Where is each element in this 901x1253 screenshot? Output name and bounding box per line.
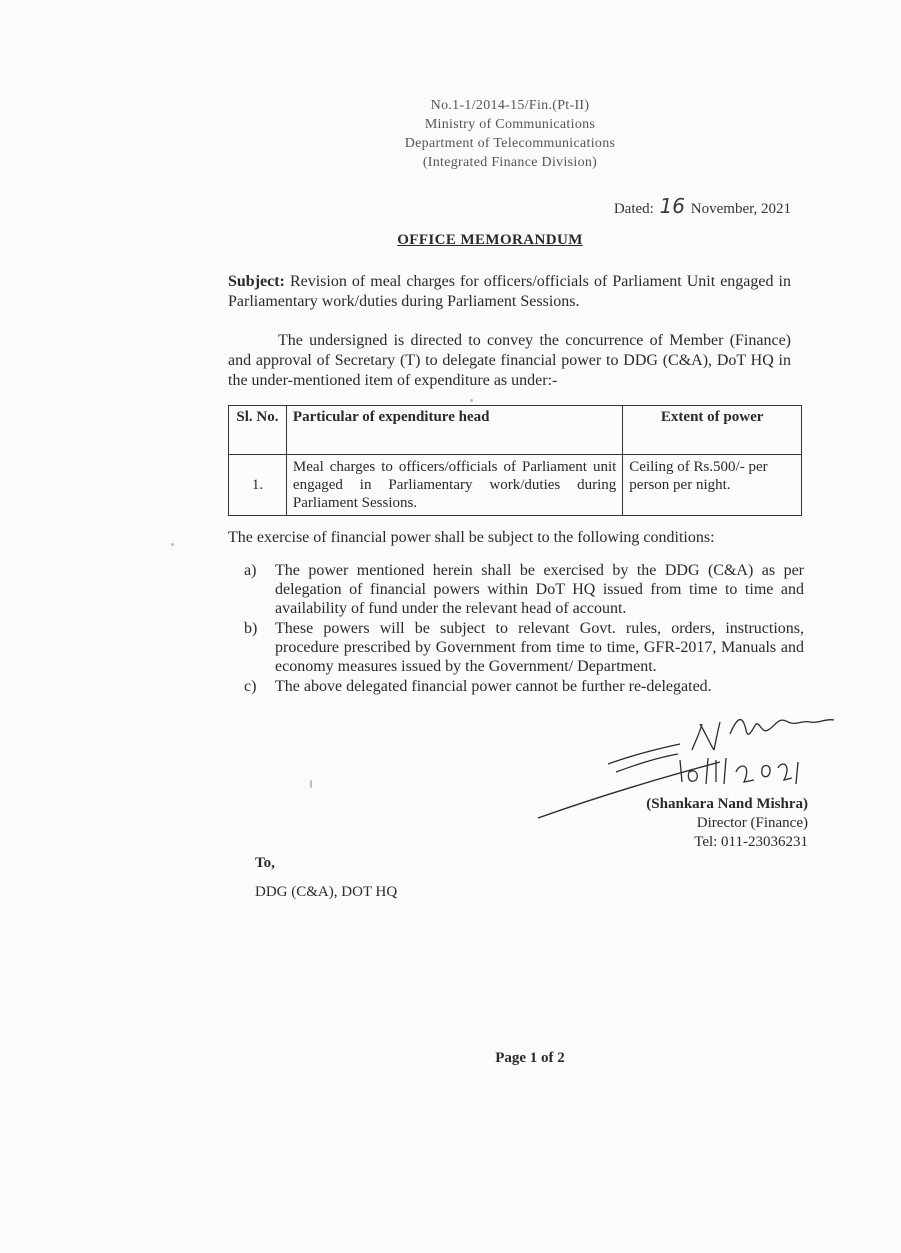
ministry-name: Ministry of Communications	[424, 117, 596, 132]
signature-date-stroke	[680, 758, 798, 784]
subject-label: Subject:	[228, 273, 285, 290]
signatory-block	[560, 795, 808, 852]
condition-text: The power mentioned herein shall be exercised by the DDG (C&A) as per delegation of financial powers within DoT HQ issued from time to time and availability of fund under the relevant head of account.	[275, 562, 804, 617]
condition-label: b)	[244, 620, 258, 637]
conditions-intro: The exercise of financial power shall be subject to the following conditions:	[228, 529, 715, 546]
division-name: (Integrated Finance Division)	[422, 155, 598, 170]
date-rest: November, 2021	[690, 201, 791, 217]
signatory-designation: Director (Finance)	[696, 815, 808, 831]
scan-speck	[171, 543, 174, 546]
signature-stroke	[730, 720, 834, 735]
table-header-cell: Particular of expenditure head	[286, 406, 622, 455]
condition-text: The above delegated financial power cannot be further re-delegated.	[275, 678, 712, 695]
page-number: Page 1 of 2	[495, 1050, 565, 1066]
letterhead	[330, 96, 690, 172]
table-cell-particular: Meal charges to officers/officials of Parliament unit engaged in Parliamentary work/duties during Parliament Sessions.	[286, 455, 622, 516]
signatory-phone: Tel: 011-23036231	[694, 834, 808, 850]
date-line	[560, 194, 791, 218]
signature-stroke	[608, 744, 680, 772]
condition-text: These powers will be subject to relevant Govt. rules, orders, instructions, procedure prescribed by Government from time to time, GFR-2017, Manuals and economy measures issued by the Government/ Department.	[275, 620, 804, 675]
body-paragraph-text: The undersigned is directed to convey the concurrence of Member (Finance) and approval of Secretary (T) to delegate financial power to DDG (C&A), DoT HQ in the under-mentioned item of expenditure as under:-	[228, 332, 791, 389]
subject-text: Revision of meal charges for officers/officials of Parliament Unit engaged in Parliamentary work/duties during Parliament Sessions.	[228, 273, 792, 310]
signatory-name: (Shankara Nand Mishra)	[646, 796, 808, 812]
memo-title: OFFICE MEMORANDUM	[397, 232, 583, 248]
condition-label: a)	[244, 562, 257, 579]
date-day-handwritten: 16	[659, 194, 686, 218]
table-cell-sl-no: 1.	[229, 455, 287, 516]
subject-line	[228, 272, 791, 312]
list-item	[244, 677, 804, 696]
condition-label: c)	[244, 678, 257, 695]
scan-speck	[310, 780, 312, 788]
list-item	[244, 561, 804, 618]
to-label: To,	[255, 855, 275, 871]
table-row	[229, 455, 802, 516]
table-cell-extent: Ceiling of Rs.500/- per person per night.	[623, 455, 802, 516]
table-header-row	[229, 406, 802, 455]
conditions-list	[244, 561, 804, 697]
scan-speck	[470, 399, 473, 402]
date-label: Dated:	[613, 201, 654, 217]
file-number: No.1-1/2014-15/Fin.(Pt-II)	[430, 98, 590, 113]
recipient: DDG (C&A), DOT HQ	[255, 884, 398, 900]
body-paragraph	[228, 331, 791, 391]
signature-stroke	[692, 722, 720, 750]
table-header-cell: Sl. No.	[229, 406, 287, 455]
expenditure-table	[228, 405, 802, 516]
department-name: Department of Telecommunications	[404, 136, 616, 151]
list-item	[244, 619, 804, 676]
table-header-cell: Extent of power	[623, 406, 802, 455]
